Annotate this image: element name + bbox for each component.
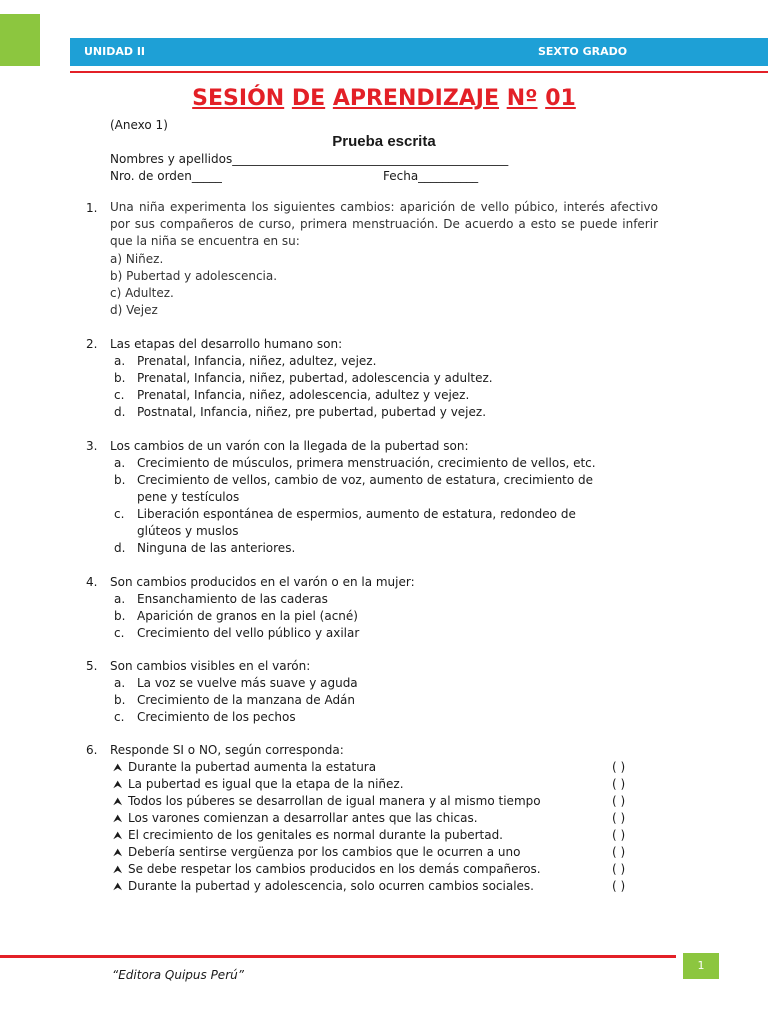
- option-letter: d.: [114, 405, 126, 419]
- option-letter: c.: [114, 626, 125, 640]
- answer-option: Crecimiento de músculos, primera menstruación, crecimiento de vellos, etc.: [137, 456, 596, 470]
- answer-option: Crecimiento de vellos, cambio de voz, aumento de estatura, crecimiento de: [137, 473, 594, 487]
- answer-option: c) Adultez.: [110, 286, 174, 300]
- title-word: Nº: [506, 86, 538, 111]
- footer-divider: [0, 955, 676, 958]
- grade-label: SEXTO GRADO: [538, 45, 628, 58]
- answer-option: Crecimiento de los pechos: [137, 710, 296, 724]
- question-number: 3.: [86, 439, 98, 453]
- answer-blank: ( ): [612, 777, 626, 791]
- option-letter: b.: [114, 693, 126, 707]
- answer-option: Aparición de granos en la piel (acné): [137, 609, 358, 623]
- statement-item: Se debe respetar los cambios producidos en los demás compañeros.: [128, 862, 541, 876]
- option-letter: b.: [114, 473, 126, 487]
- answer-option-continued: pene y testículos: [137, 490, 240, 504]
- title-word: APRENDIZAJE: [332, 86, 500, 111]
- question-number: 6.: [86, 743, 98, 757]
- bullet-icon: ⮝: [113, 880, 123, 893]
- question-number: 2.: [86, 337, 98, 351]
- option-letter: c.: [114, 388, 125, 402]
- bullet-icon: ⮝: [113, 846, 123, 859]
- question-text: Responde SI o NO, según corresponda:: [110, 743, 344, 757]
- statement-item: El crecimiento de los genitales es normal durante la pubertad.: [128, 828, 503, 842]
- bullet-icon: ⮝: [113, 761, 123, 774]
- question-text: Los cambios de un varón con la llegada de la pubertad son:: [110, 439, 469, 453]
- page-number: 1: [697, 959, 705, 972]
- title-word: 01: [545, 86, 576, 111]
- question-number: 4.: [86, 575, 98, 589]
- answer-option: Postnatal, Infancia, niñez, pre pubertad, pubertad y vejez.: [137, 405, 487, 419]
- title-word: DE: [291, 86, 326, 111]
- statement-item: Todos los púberes se desarrollan de igual manera y al mismo tiempo: [128, 794, 541, 808]
- statement-item: Durante la pubertad aumenta la estatura: [128, 760, 377, 774]
- answer-option: Crecimiento de la manzana de Adán: [137, 693, 356, 707]
- answer-option: a) Niñez.: [110, 252, 164, 266]
- order-field: Nro. de orden_____: [110, 169, 222, 183]
- bullet-icon: ⮝: [113, 829, 123, 842]
- bullet-icon: ⮝: [113, 863, 123, 876]
- question-text: Son cambios visibles en el varón:: [110, 659, 311, 673]
- answer-blank: ( ): [612, 760, 626, 774]
- bullet-icon: ⮝: [113, 812, 123, 825]
- answer-option: b) Pubertad y adolescencia.: [110, 269, 278, 283]
- statement-item: Los varones comienzan a desarrollar antes que las chicas.: [128, 811, 478, 825]
- answer-blank: ( ): [612, 879, 626, 893]
- answer-blank: ( ): [612, 845, 626, 859]
- answer-blank: ( ): [612, 828, 626, 842]
- option-letter: b.: [114, 371, 126, 385]
- bullet-icon: ⮝: [113, 795, 123, 808]
- bullet-icon: ⮝: [113, 778, 123, 791]
- answer-option: Prenatal, Infancia, niñez, pubertad, adolescencia y adultez.: [137, 371, 493, 385]
- answer-option: Crecimiento del vello público y axilar: [137, 626, 360, 640]
- answer-option: Ninguna de las anteriores.: [137, 541, 296, 555]
- answer-blank: ( ): [612, 862, 626, 876]
- answer-blank: ( ): [612, 811, 626, 825]
- answer-option: Liberación espontánea de espermios, aumento de estatura, redondeo de: [137, 507, 576, 521]
- statement-item: Durante la pubertad y adolescencia, solo ocurren cambios sociales.: [128, 879, 534, 893]
- title-word: SESIÓN: [192, 86, 285, 111]
- option-letter: c.: [114, 507, 125, 521]
- option-letter: b.: [114, 609, 126, 623]
- question-number: 5.: [86, 659, 98, 673]
- names-field: Nombres y apellidos______________________________________________: [110, 152, 509, 166]
- option-letter: d.: [114, 541, 126, 555]
- page-number-badge: [683, 953, 719, 979]
- page-title: [0, 86, 768, 111]
- answer-blank: ( ): [612, 794, 626, 808]
- answer-option: d) Vejez: [110, 303, 158, 317]
- date-field: Fecha__________: [383, 169, 479, 183]
- answer-option: Prenatal, Infancia, niñez, adolescencia, adultez y vejez.: [137, 388, 470, 402]
- option-letter: a.: [114, 592, 126, 606]
- statement-item: La pubertad es igual que la etapa de la niñez.: [128, 777, 404, 791]
- option-letter: c.: [114, 710, 125, 724]
- answer-option: La voz se vuelve más suave y aguda: [137, 676, 358, 690]
- question-text: Son cambios producidos en el varón o en la mujer:: [110, 575, 415, 589]
- header-bar: [70, 38, 768, 66]
- statement-item: Debería sentirse vergüenza por los cambios que le ocurren a uno: [128, 845, 521, 859]
- answer-option-continued: glúteos y muslos: [137, 524, 239, 538]
- answer-option: Ensanchamiento de las caderas: [137, 592, 328, 606]
- publisher-credit: “Editora Quipus Perú”: [112, 968, 244, 982]
- header-divider: [70, 71, 768, 73]
- option-letter: a.: [114, 354, 126, 368]
- question-text: Las etapas del desarrollo humano son:: [110, 337, 343, 351]
- annex-label: (Anexo 1): [110, 118, 168, 132]
- option-letter: a.: [114, 676, 126, 690]
- header-green-tab: [0, 14, 40, 66]
- answer-option: Prenatal, Infancia, niñez, adultez, vejez.: [137, 354, 377, 368]
- question-number: 1.: [86, 201, 98, 215]
- unit-label: UNIDAD II: [84, 45, 146, 58]
- question-text: Una niña experimenta los siguientes cambios: aparición de vello púbico, interés afectivo por sus compañeros de curso, primera menstruación. De acuerdo a esto se puede inferir que la niña se encuentra en su:: [110, 200, 658, 248]
- option-letter: a.: [114, 456, 126, 470]
- document-subtitle: Prueba escrita: [332, 133, 436, 150]
